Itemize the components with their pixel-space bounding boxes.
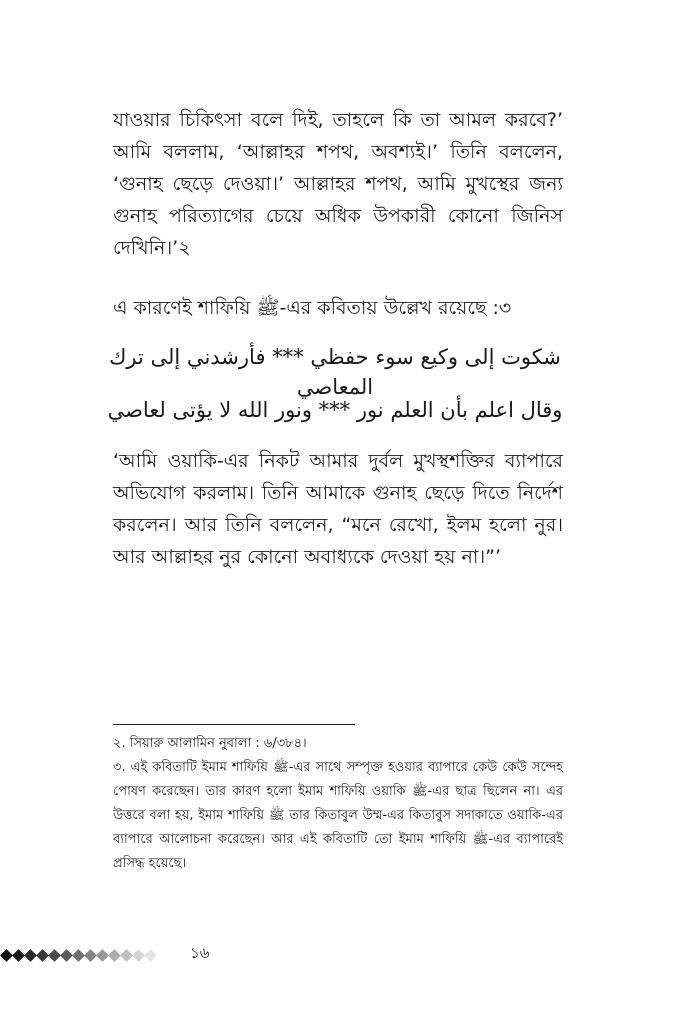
footnote-2: ২. সিয়ারু আলামিন নুবালা : ৬/৩৮৪। (113, 736, 307, 751)
diamond-ornament (72, 949, 85, 962)
diamond-ornament (48, 949, 61, 962)
diamond-ornament (12, 949, 25, 962)
diamond-ornament (108, 949, 121, 962)
diamond-ornament (144, 949, 157, 962)
decorative-diamond-strip (2, 945, 172, 959)
arabic-poem-line-2: وقال اعلم بأن العلم نور *** ونور الله لا يؤتى لعاصي (107, 398, 563, 422)
diamond-ornament (96, 949, 109, 962)
paragraph-poem-translation: ‘আমি ওয়াকি-এর নিকট আমার দুর্বল মুখস্থশক্তির ব্যাপারে অভিযোগ করলাম। তিনি আমাকে গুনাহ ছেড়ে দিতে নির্দেশ করলেন। আর তিনি বললেন, “মনে রেখো, ইলম হলো নুর। আর আল্লাহর নুর কোনো অবাধ্যকে দেওয়া হয় না।”’ (113, 450, 563, 568)
paragraph-opening: যাওয়ার চিকিৎসা বলে দিই, তাহলে কি তা আমল করবে?’ আমি বললাম, ‘আল্লাহর শপথ, অবশ্যই।’ তিনি বললেন, ‘গুনাহ ছেড়ে দেওয়া।’ আল্লাহর শপথ, আমি মুখস্থের জন্য গুনাহ পরিত্যাগের চেয়ে অধিক উপকারী কোনো জিনিস দেখিনি।’২ (113, 109, 563, 259)
diamond-ornament (84, 949, 97, 962)
page-number: ১৬ (190, 944, 210, 962)
diamond-ornament (132, 949, 145, 962)
diamond-ornament (0, 949, 13, 962)
diamond-ornament (60, 949, 73, 962)
diamond-ornament (36, 949, 49, 962)
footnote-3: ৩. এই কবিতাটি ইমাম শাফিয়ি ﷺ-এর সাথে সম্পৃক্ত হওয়ার ব্যাপারে কেউ কেউ সন্দেহ পোষণ করেছেন। তার কারণ হলো ইমাম শাফিয়ি ওয়াকি ﷺ-এর ছাত্র ছিলেন না। এর উত্তরে বলা হয়, ইমাম শাফিয়ি ﷺ তার কিতাবুল উম্ম-এর কিতাবুস সদাকাতে ওয়াকি-এর ব্যাপারে আলোচনা করেছেন। আর এই কবিতাটি তো ইমাম শাফিয়ি ﷺ-এর ব্যাপারেই প্রসিদ্ধ হয়েছে। (113, 760, 563, 871)
diamond-ornament (24, 949, 37, 962)
diamond-ornament (120, 949, 133, 962)
arabic-poem-line-1: شكوت إلى وكيع سوء حفظي *** فأرشدني إلى ترك المعاصي (109, 345, 561, 399)
footnote-divider (113, 724, 355, 725)
paragraph-intro-poem: এ কারণেই শাফিয়ি ﷺ-এর কবিতায় উল্লেখ রয়েছে :৩ (113, 297, 512, 319)
